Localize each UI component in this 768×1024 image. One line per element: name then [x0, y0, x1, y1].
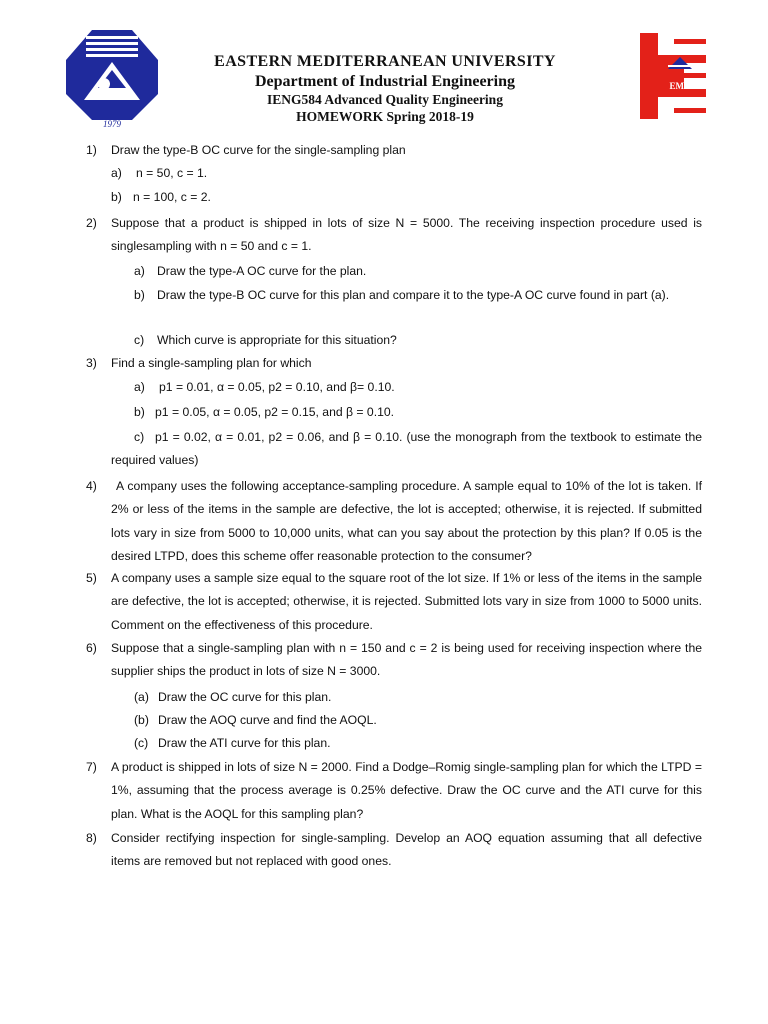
question-text: A company uses a sample size equal to the square root of the lot size. If 1% or less of the items in the sample are defective, the lot is accepted; otherwise, it is rejected. Submitted lots vary in size from 1000 to 5000 units. Comment on the effectiveness of this procedure.: [111, 571, 702, 632]
question-number: 6): [86, 641, 97, 655]
emu-logo-text: EMU: [669, 81, 691, 91]
part-label: (c): [134, 736, 149, 750]
part-text: n = 50, c = 1.: [136, 166, 208, 180]
university-logo: [64, 28, 160, 128]
part-text: Draw the AOQ curve and find the AOQL.: [158, 713, 377, 727]
part-label: c): [134, 333, 145, 347]
question-number: 4): [86, 479, 97, 493]
question-text: Draw the type-B OC curve for the single-sampling plan: [111, 143, 406, 157]
part-label: (b): [134, 713, 149, 727]
question-text: A product is shipped in lots of size N = 2000. Find a Dodge–Romig single-sampling plan for which the LTPD = 1%, assuming that the process average is 0.25% defective. Draw the OC curve and the ATI curve for this plan. What is the AOQL for this sampling plan?: [111, 760, 702, 821]
emu-logo: [640, 33, 706, 119]
question-number: 8): [86, 831, 97, 845]
part-text: Draw the ATI curve for this plan.: [158, 736, 331, 750]
question-text: Find a single-sampling plan for which: [111, 356, 312, 370]
logo-year: 1979: [103, 119, 121, 128]
part-text: Which curve is appropriate for this situation?: [157, 333, 397, 347]
part-label: b): [134, 405, 145, 419]
question-number: 2): [86, 216, 97, 230]
question-text: Suppose that a product is shipped in lots of size N = 5000. The receiving inspection procedure used is singlesampling with n = 50 and c = 1.: [111, 216, 702, 254]
homework-title: HOMEWORK Spring 2018-19: [296, 109, 474, 124]
question-text: Suppose that a single-sampling plan with n = 150 and c = 2 is being used for receiving inspection where the supplier ships the product in lots of size N = 3000.: [111, 641, 702, 679]
question-number: 1): [86, 143, 97, 157]
question-number: 3): [86, 356, 97, 370]
part-label: (a): [134, 690, 149, 704]
part-text: Draw the type-A OC curve for the plan.: [157, 264, 367, 278]
department-name: Department of Industrial Engineering: [255, 73, 515, 90]
document-header: [0, 0, 768, 135]
part-label: a): [111, 166, 122, 180]
part-label: a): [134, 380, 145, 394]
part-text: p1 = 0.02, α = 0.01, p2 = 0.06, and β = 0.10. (use the monograph from the textbook to estimate the required values): [111, 430, 702, 467]
question-text: Consider rectifying inspection for single-sampling. Develop an AOQ equation assuming that all defective items are removed but not replaced with good ones.: [111, 831, 702, 869]
part-label: a): [134, 264, 145, 278]
part-text: n = 100, c = 2.: [133, 190, 211, 204]
question-number: 7): [86, 760, 97, 774]
part-text: Draw the OC curve for this plan.: [158, 690, 332, 704]
part-label: b): [134, 288, 145, 302]
part-text: p1 = 0.05, α = 0.05, p2 = 0.15, and β = 0.10.: [155, 405, 395, 419]
course-title: IENG584 Advanced Quality Engineering: [267, 92, 503, 107]
part-text: p1 = 0.01, α = 0.05, p2 = 0.10, and β= 0.10.: [159, 380, 395, 394]
question-number: 5): [86, 571, 97, 585]
part-label: c): [134, 430, 145, 444]
part-label: b): [111, 190, 122, 204]
university-name: EASTERN MEDITERRANEAN UNIVERSITY: [214, 53, 556, 70]
part-text: Draw the type-B OC curve for this plan and compare it to the type-A OC curve found in part (a).: [157, 288, 670, 302]
question-text: A company uses the following acceptance-sampling procedure. A sample equal to 10% of the lot is taken. If 2% or less of the items in the sample are defective, the lot is accepted; otherwise, it is rejected. If submitted lots vary in size from 5000 to 10,000 units, what can you say about the protection by this plan? If 0.05 is the desired LTPD, does this scheme offer reasonable protection to the consumer?: [111, 479, 702, 563]
